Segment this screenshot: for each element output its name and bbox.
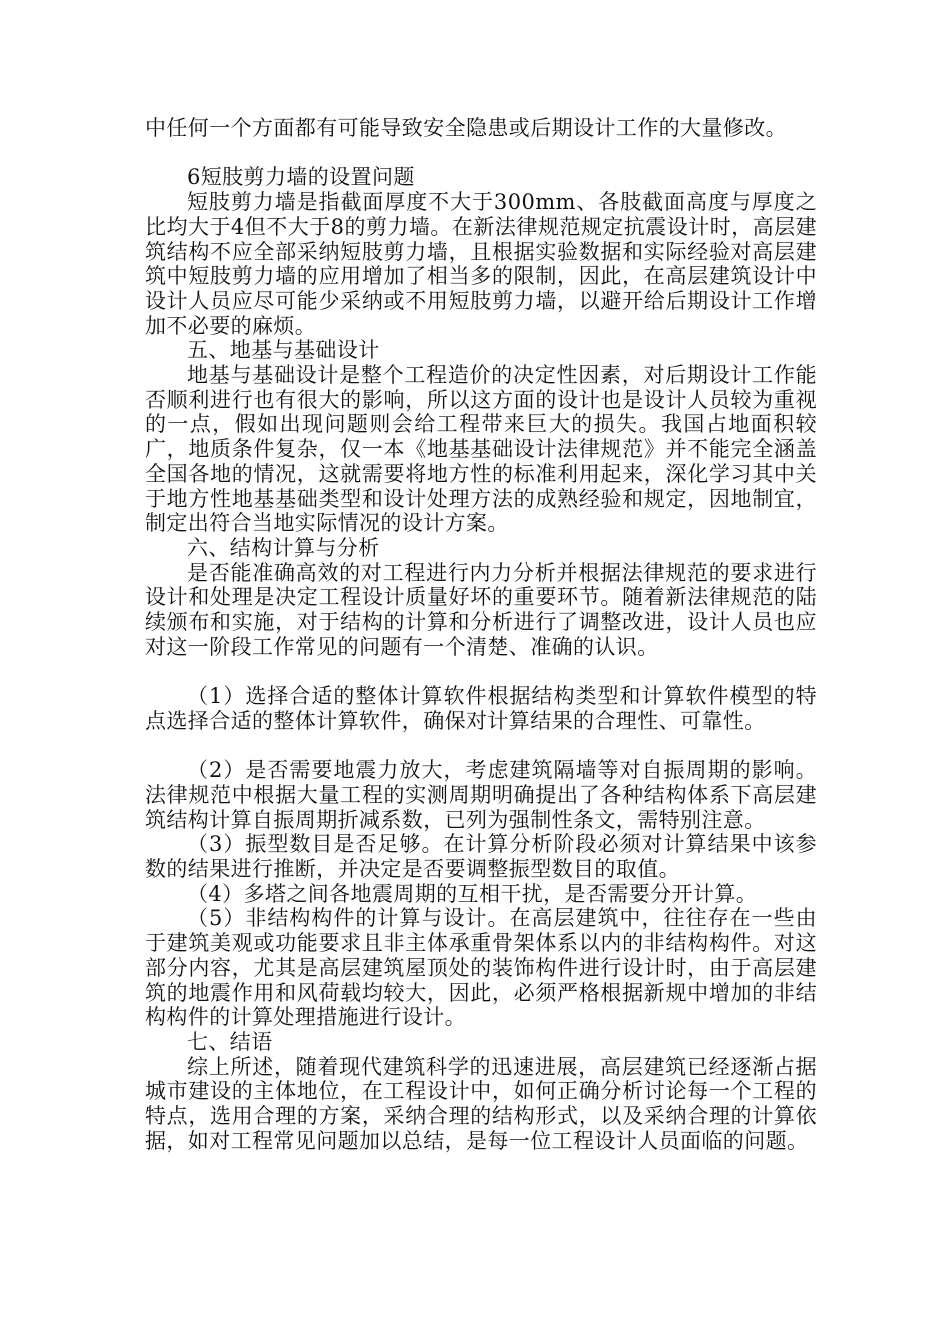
document-body (145, 116, 817, 1153)
continuation-paragraph: 中任何一个方面都有可能导致安全隐患或后期设计工作的大量修改。 (145, 116, 787, 140)
section-6-heading: 6短肢剪力墙的设置问题 (187, 165, 415, 190)
section-seven-paragraph: 综上所述，随着现代建筑科学的迅速进展，高层建筑已经逐渐占据城市建设的主体地位，在工程设计中，如何正确分析讨论每一个工程的特点，选用合理的方案，采纳合理的结构形式，以及采纳合理的计算依据，如对工程常见问题加以总结，是每一位工程设计人员面临的问题。 (145, 1054, 817, 1153)
list-item-2: （2）是否需要地震力放大，考虑建筑隔墙等对自振周期的影响。法律规范中根据大量工程的实测周期明确提出了各种结构体系下高层建筑结构计算自振周期折减系数，已列为强制性条文，需特别注意。 (145, 758, 817, 832)
section-six-paragraph: 是否能准确高效的对工程进行内力分析并根据法律规范的要求进行设计和处理是决定工程设计质量好坏的重要环节。随着新法律规范的陆续颁布和实施，对于结构的计算和分析进行了调整改进，设计人员也应对这一阶段工作常见的问题有一个清楚、准确的认识。 (145, 560, 817, 659)
list-item-4: （4）多塔之间各地震周期的互相干扰，是否需要分开计算。 (187, 881, 758, 906)
section-five-paragraph: 地基与基础设计是整个工程造价的决定性因素，对后期设计工作能否顺利进行也有很大的影响，所以这方面的设计也是设计人员较为重视的一点，假如出现问题则会给工程带来巨大的损失。我国占地面积较广，地质条件复杂，仅一本《地基基础设计法律规范》并不能完全涵盖全国各地的情况，这就需要将地方性的标准利用起来，深化学习其中关于地方性地基基础类型和设计处理方法的成熟经验和规定，因地制宜，制定出符合当地实际情况的设计方案。 (145, 363, 817, 536)
list-item-3: （3）振型数目是否足够。在计算分析阶段必须对计算结果中该参数的结果进行推断，并决定是否要调整振型数目的取值。 (145, 832, 817, 882)
section-six-heading: 六、结构计算与分析 (187, 535, 380, 560)
list-item-5: （5）非结构构件的计算与设计。在高层建筑中，往往存在一些由于建筑美观或功能要求且非主体承重骨架体系以内的非结构构件。对这部分内容，尤其是高层建筑屋顶处的装饰构件进行设计时，由于高层建筑的地震作用和风荷载均较大，因此，必须严格根据新规中增加的非结构构件的计算处理措施进行设计。 (145, 906, 817, 1030)
section-6-paragraph: 短肢剪力墙是指截面厚度不大于300mm、各肢截面高度与厚度之比均大于4但不大于8的剪力墙。在新法律规范规定抗震设计时，高层建筑结构不应全部采纳短肢剪力墙，且根据实验数据和实际经验对高层建筑中短肢剪力墙的应用增加了相当多的限制，因此，在高层建筑设计中设计人员应尽可能少采纳或不用短肢剪力墙，以避开给后期设计工作增加不必要的麻烦。 (145, 190, 817, 338)
list-item-1: （1）选择合适的整体计算软件根据结构类型和计算软件模型的特点选择合适的整体计算软件，确保对计算结果的合理性、可靠性。 (145, 684, 817, 733)
section-seven-heading: 七、结语 (187, 1029, 273, 1054)
section-five-heading: 五、地基与基础设计 (187, 338, 380, 363)
